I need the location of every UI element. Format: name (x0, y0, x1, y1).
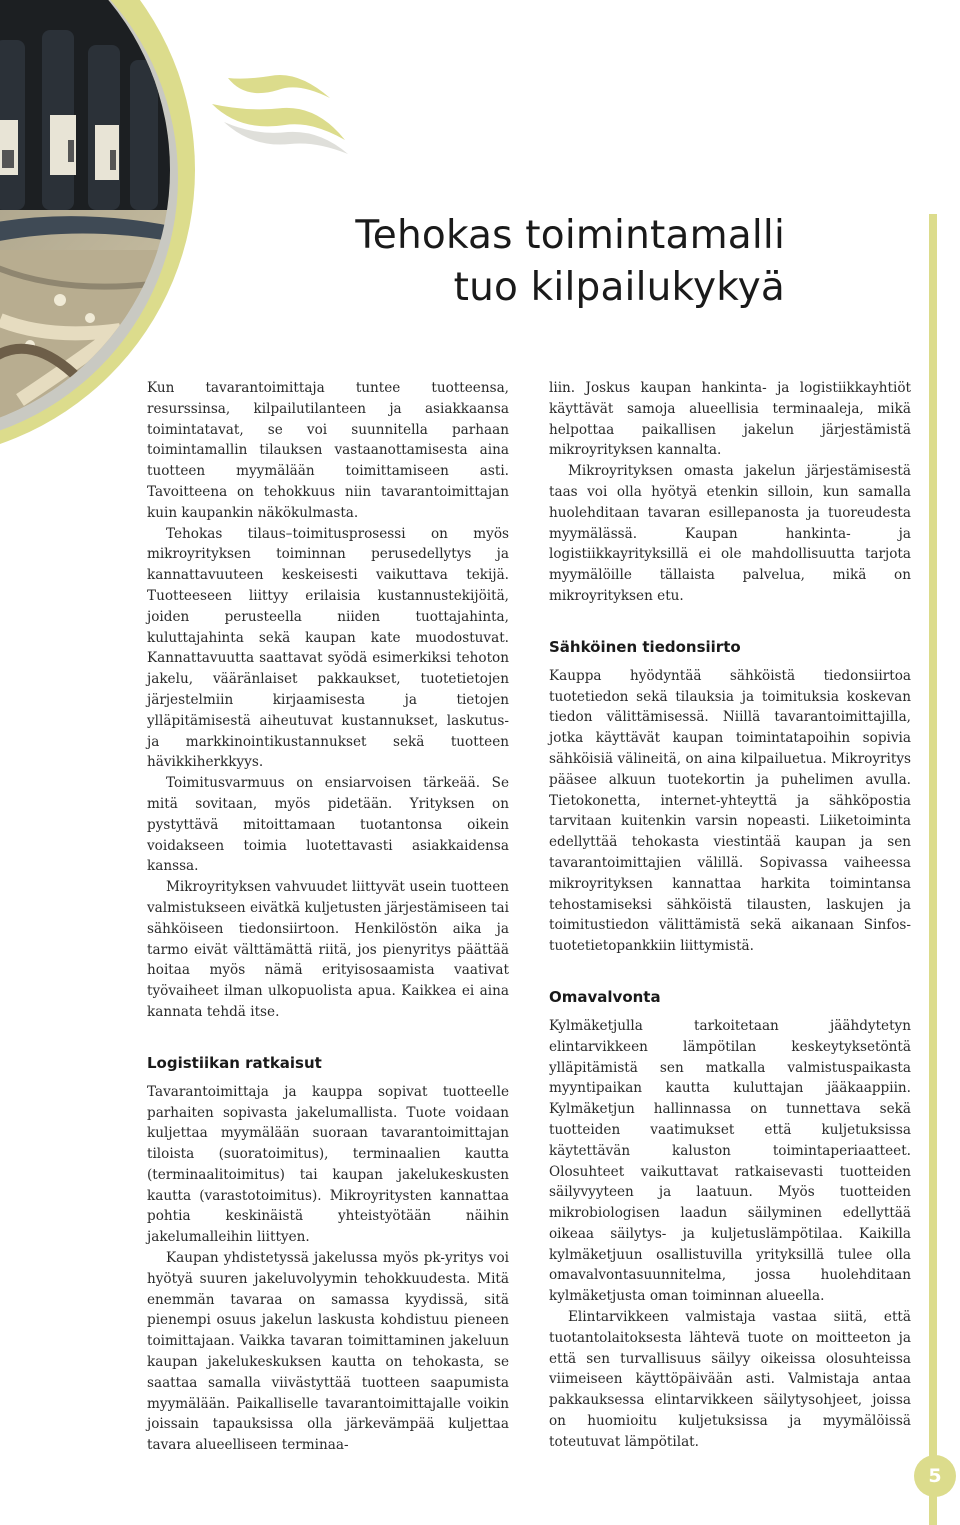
paragraph: Mikroyrityksen vahvuudet liittyvät usein tuotteen valmistukseen eivätkä kuljetusten järjestämiseen tai sähköiseen tiedonsiirtoon. Henkilöstön aika ja tarmo eivät välttämättä riitä, jos pienyritys päättää hoitaa myös nämä erityisosaamista vaativat työvaiheet ilman ulkopuolista apua. Kaikkea ei aina kannata tehdä itse. (147, 879, 509, 1020)
paragraph: Tavarantoimittaja ja kauppa sopivat tuotteelle parhaiten sopivasta jakelumallista. Tuote voidaan kuljettaa myymälään suoraan tavarantoimittajan tiloista (suoratoimitus), terminaalien kautta (terminaalitoimitus) tai kaupan jakelukeskusten kautta (varastotoimitus). Mikroyritysten kannattaa pohtia keskinäistä yhteistyötään näihin jakelumalleihin liittyen. (147, 1083, 509, 1246)
accent-bar (929, 214, 937, 1525)
paragraph: Elintarvikkeen valmistaja vastaa siitä, että tuotantolaitoksesta lähtevä tuote on moitteeton ja että sen turvallisuus säilyy oikeissa olosuhteissa viimeiseen käyttöpäivään asti. Valmistaja antaa pakkauksessa elintarvikkeen säilytysohjeet, joissa on huomioitu kuljetuksissa ja myymälöissä toteutuvat lämpötilat. (549, 1309, 911, 1450)
section-heading-logistics: Logistiikan ratkaisut (147, 1053, 322, 1072)
section-heading-self-monitoring: Omavalvonta (549, 987, 661, 1006)
left-column (147, 378, 509, 1456)
title-line-2: tuo kilpailukykyä (453, 265, 785, 310)
section-heading-electronic-data: Sähköinen tiedonsiirto (549, 637, 741, 656)
page-title (300, 210, 785, 314)
paragraph: Mikroyrityksen omasta jakelun järjestämisestä taas voi olla hyötyä etenkin silloin, kun samalla huolehditaan tavaran esillepanosta ja tuoreudesta myymälässä. Kaupan hankinta- ja logistiikkayrityksillä ei ole mahdollisuutta tarjota myymälöille tällaista palvelua, mikä on mikroyrityksen etu. (549, 463, 911, 604)
leaf-swoosh-top (228, 75, 330, 98)
paragraph: liin. Joskus kaupan hankinta- ja logistiikkayhtiöt käyttävät samoja alueellisia terminaaleja, mikä helpottaa paikallisen jakelun järjestämistä mikroyrityksen kannalta. (549, 380, 911, 459)
title-line-1: Tehokas toimintamalli (355, 213, 785, 258)
paragraph: Kaupan yhdistetyssä jakelussa myös pk-yritys voi hyötyä suuren jakeluvolyymin tehokkuudesta. Mitä enemmän tavaraa on samassa kyydissä, sitä pienempi osuus jakelun laskusta kohdistuu pieneen toimittajaan. Vaikka tavaran toimittaminen jakeluun kaupan jakelukeskuksen kautta on tehokasta, se saattaa samalla viivästyttää tuotteen saapumista myymälään. Paikalliselle tavarantoimittajalle voikin joissain tapauksissa olla järkevämpää kuljettaa tavara alueelliseen terminaa- (147, 1250, 509, 1454)
paragraph: Kylmäketjulla tarkoitetaan jäähdytetyn elintarvikkeen lämpötilan keskeytyksetöntä ylläpitämistä sen matkalla valmistuspaikasta myyntipaikan kautta kuluttajan jääkaappiin. Kylmäketjun hallinnassa on tunnettava sekä tuotteiden vaatimukset että kuljetuksissa käytettävän kaluston toimintaperiaatteet. Olosuhteet vaikuttavat ratkaisevasti tuotteiden säilyvyyteen ja laatuun. Myös tuotteiden mikrobiologisen laadun säilyminen edellyttää oikeaa säilytys- ja kuljetuslämpötilaa. Kaikilla kylmäketjuun osallistuvilla yrityksillä tulee olla omavalvontasuunnitelma, jossa huolehditaan kylmäketjusta oman toiminnan alueella. (549, 1017, 911, 1305)
paragraph: Tehokas tilaus–toimitusprosessi on myös mikroyrityksen toiminnan perusedellytys ja kannattavuuteen keskeisesti vaikuttava tekijä. Tuotteeseen liittyy erilaisia kustannustekijöitä, joiden perusteella niiden tuottajahinta, kuluttajahinta sekä kaupan kate muodostuvat. Kannattavuutta saattavat syödä esimerkiksi tehoton jakelu, vääränlaiset pakkaukset, tuotetietojen järjestelmiin kirjaamisesta ja tietojen ylläpitämisestä aiheutuvat kustannukset, laskutus- ja markkinointikustannukset sekä tuotteen hävikkiherkkyys. (147, 525, 509, 771)
paragraph: Kauppa hyödyntää sähköistä tiedonsiirtoa tuotetiedon sekä tilauksia ja toimituksia koskevan tiedon välittämisessä. Niillä tavarantoimittajilla, jotka käyttävät kaupan toimintatapoihin sopivia sähköisiä välineitä, on aina kilpailuetua. Mikroyritys pääsee alkuun tuotekortin ja puhelimen avulla. Tietokonetta, internet-yhteyttä ja sähköpostia tarvitaan kuitenkin varsin nopeasti. Liiketoiminta edellyttää tehokasta viestintää kaupan ja sen tavarantoimittajien välillä. Sopivassa vaiheessa mikroyrityksen kannattaa harkita toimintansa tehostamiseksi sähköistä tilausten, laskujen ja toimitustiedon välittämistä sekä aikanaan Sinfos-tuotetietopankkiin liittymistä. (549, 667, 911, 955)
paragraph: Toimitusvarmuus on ensiarvoisen tärkeää. Se mitä sovitaan, myös pidetään. Yrityksen on pystyttävä mitoittamaan tuotantonsa oikein voidakseen toimia luotettavasti asiakkaidensa kanssa. (147, 775, 509, 875)
paragraph: Kun tavarantoimittaja tuntee tuotteensa, resurssinsa, kilpailutilanteen ja asiakkaansa toimintatavat, se voi suunnitella parhaan toimintamallin tilauksen vastaanottamisesta aina tuotteen myymälään toimittamiseen asti. Tavoitteena on tehokkuus niin tavarantoimittajan kuin kaupankin näkökulmasta. (147, 380, 509, 521)
right-column (549, 378, 911, 1453)
page-number: 5 (914, 1455, 956, 1497)
